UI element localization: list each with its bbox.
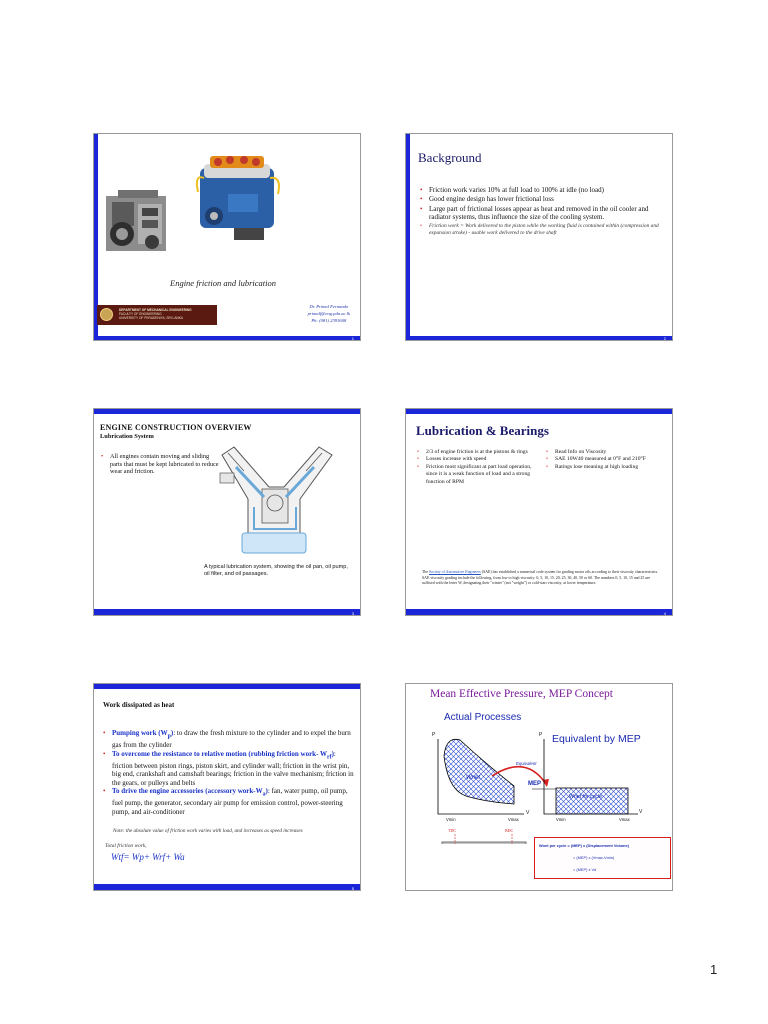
- equation-line: = (MEP) x Vd: [573, 867, 597, 872]
- bullet-list-right: [546, 449, 664, 471]
- bullet-list: [103, 729, 357, 817]
- slide-number: 1: [351, 336, 354, 341]
- list-item: • Friction work varies 10% at full load to 100% at idle (no load): [420, 186, 668, 194]
- slide-number: 5: [351, 886, 354, 891]
- dept-line: UNIVERSITY OF PERADENIYA, SRI LANKA: [119, 316, 184, 321]
- list-item: • Good engine design has lower frictional loss: [420, 195, 668, 203]
- diagram-caption: A typical lubrication system, showing the oil pan, oil pump, oil filter, and oil passages.: [204, 564, 348, 577]
- para-body: (SAE) has established a numerical code system for grading motor oils according to their viscosity characteristics. SAE viscosity grading include the following, from low to high viscosity: 0, 5, 10, 15, 20, 25, 30, 40, 50 or 60. The numbers 0, 5, 10, 15 and 25 are suffixed with the letter W, designating their "winter" (not "weight") or cold-start viscosity, at lower temperature.: [422, 570, 659, 586]
- department-banner: [97, 305, 217, 325]
- slide-bottom-bar: [94, 336, 360, 340]
- bullet-list: [101, 453, 219, 476]
- slide-bottom-bar: [94, 609, 360, 615]
- vmin-label-2: Vmin: [556, 817, 566, 822]
- slide-number: 4: [663, 611, 666, 616]
- equation-line: = (MEP) x (Vmax-Vmin): [573, 855, 615, 860]
- lubrication-system-diagram: [214, 437, 354, 557]
- gray-engine-photo: [106, 190, 166, 251]
- wnet-mep-label: Wnet for cycle: [569, 794, 602, 800]
- total-label: Total friction work,: [105, 843, 147, 849]
- vmax-label-2: Vmax: [619, 817, 630, 822]
- author-phone: Ph: (081) 2393608: [311, 317, 347, 323]
- p-axis-label: P: [432, 732, 436, 738]
- list-item-rubbing-friction: [103, 750, 357, 788]
- mep-equation-box: [534, 837, 671, 879]
- equivalent-label: Equivalent by MEP: [552, 733, 641, 745]
- slide-5: [93, 683, 361, 891]
- term-close: ): [265, 787, 268, 796]
- term: To overcome the resistance to relative motion (rubbing friction work- W: [112, 749, 328, 758]
- list-item: • SAE 10W40 measured at 0°F and 210°F: [546, 456, 664, 463]
- friction-equation: Wtf= Wp+ Wrf+ Wa: [111, 852, 185, 862]
- slide-number: 3: [351, 611, 354, 616]
- sae-paragraph: [422, 570, 662, 587]
- friction-work-note: • Friction work = Work delivered to the piston while the working fluid is contained within (compression and expansion stroke) - usable work delivered to the drive shaft: [420, 223, 668, 237]
- para-prefix: The: [422, 570, 430, 574]
- slide-6: [405, 683, 673, 891]
- sae-link[interactable]: Society of Automotive Engineers: [429, 570, 481, 574]
- p-axis-label-2: P: [539, 732, 543, 738]
- university-seal-icon: [100, 308, 113, 321]
- slide-4: [405, 408, 673, 616]
- slide-2: [405, 133, 673, 341]
- dept-line: FACULTY OF ENGINEERING: [119, 312, 162, 317]
- slide-subheading: Lubrication System: [100, 433, 154, 440]
- v-axis-label-2: V: [639, 809, 643, 815]
- slide-top-bar: [406, 409, 672, 414]
- term-close: ): [170, 729, 174, 737]
- slide-title: Engine friction and lubrication: [170, 278, 277, 288]
- list-item: • Ratings lose meaning at high loading: [546, 464, 664, 471]
- dept-line: DEPARTMENT OF MECHANICAL ENGINEERING: [119, 308, 192, 312]
- color-engine-photo: [197, 156, 279, 240]
- list-item: • All engines contain moving and sliding parts that must be kept lubricated to reduce wear and friction.: [101, 453, 219, 476]
- slide-left-bar: [406, 134, 410, 340]
- list-item-pumping-work: [103, 729, 357, 750]
- list-item: • Read Info on Viscosity: [546, 449, 664, 456]
- slide-3: [93, 408, 361, 616]
- slide-bottom-bar: [406, 336, 672, 340]
- v-axis-label: V: [526, 810, 530, 816]
- item-text: : friction between piston rings, piston skirt, and cylinder wall; friction in the wrist pin, big end, crankshaft and camshaft bearings; friction in the valve mechanism; friction in the gears, or pulleys and belts: [112, 749, 354, 787]
- vmax-label: Vmax: [508, 817, 519, 822]
- list-item: • Friction most significant at part load operation, since it is a weak function of load and a strong function of RPM: [417, 464, 539, 486]
- term-close: ): [331, 749, 334, 758]
- slide-bottom-bar: [94, 884, 360, 890]
- slide-bottom-bar: [406, 609, 672, 615]
- author-email[interactable]: primalf@eng.pdn.ac.lk: [307, 310, 350, 316]
- list-item-accessory-work: [103, 787, 357, 816]
- slide-heading: Lubrication & Bearings: [416, 423, 549, 438]
- mep-label: MEP: [528, 781, 542, 787]
- friction-note: Note: the absolute value of friction work varies with load, and increases as speed increases: [113, 828, 303, 834]
- bdc-label: BDC: [505, 828, 514, 833]
- slide-heading: Work dissipated as heat: [103, 701, 175, 709]
- slide-1: [93, 133, 361, 341]
- list-item: • 2/3 of engine friction is at the pistons & rings: [417, 449, 539, 456]
- term-sub: p: [167, 733, 171, 740]
- slide-heading: Background: [418, 150, 482, 165]
- engine-photos: [94, 134, 361, 284]
- term: To drive the engine accessories (accessory work-W: [112, 787, 263, 796]
- list-item: • Large part of frictional losses appear as heat and removed in the oil cooler and radiator systems, thus influence the size of the cooling system.: [420, 205, 668, 222]
- slide-number: 2: [663, 336, 666, 341]
- slide-top-bar: [94, 409, 360, 414]
- tdc-label: TDC: [448, 828, 456, 833]
- slide-top-bar: [94, 684, 360, 689]
- list-item: • Losses increase with speed: [417, 456, 539, 463]
- wnet-label: Wnet: [466, 775, 481, 781]
- slide-subheading: Actual Processes: [444, 712, 522, 723]
- vmin-label: Vmin: [446, 817, 456, 822]
- page-number: 1: [710, 962, 718, 977]
- bullet-list-left: [417, 449, 539, 486]
- term: Pumping work (W: [112, 729, 168, 737]
- slide-heading: Mean Effective Pressure, MEP Concept: [430, 688, 613, 700]
- author-name: Dr. Primal Fernando: [309, 304, 349, 309]
- equivalent-tag: Equivalent: [516, 761, 537, 766]
- slide-heading: ENGINE CONSTRUCTION OVERVIEW: [100, 423, 252, 432]
- term-sub: rf: [327, 753, 332, 760]
- term-sub: a: [262, 791, 266, 798]
- item-text: : to draw the fresh mixture to the cylinder and to expel the burn gas from the cylinder: [112, 729, 351, 749]
- equation-line: Wnet per cycle = (MEP) x (Displacement Volume): [539, 843, 629, 848]
- item-text: : fan, water pump, oil pump, fuel pump, the generator, secondary air pump for emission control, power-steering pump, and air-conditioner: [112, 787, 348, 816]
- contact-block: [308, 304, 350, 324]
- bullet-list: [420, 186, 668, 238]
